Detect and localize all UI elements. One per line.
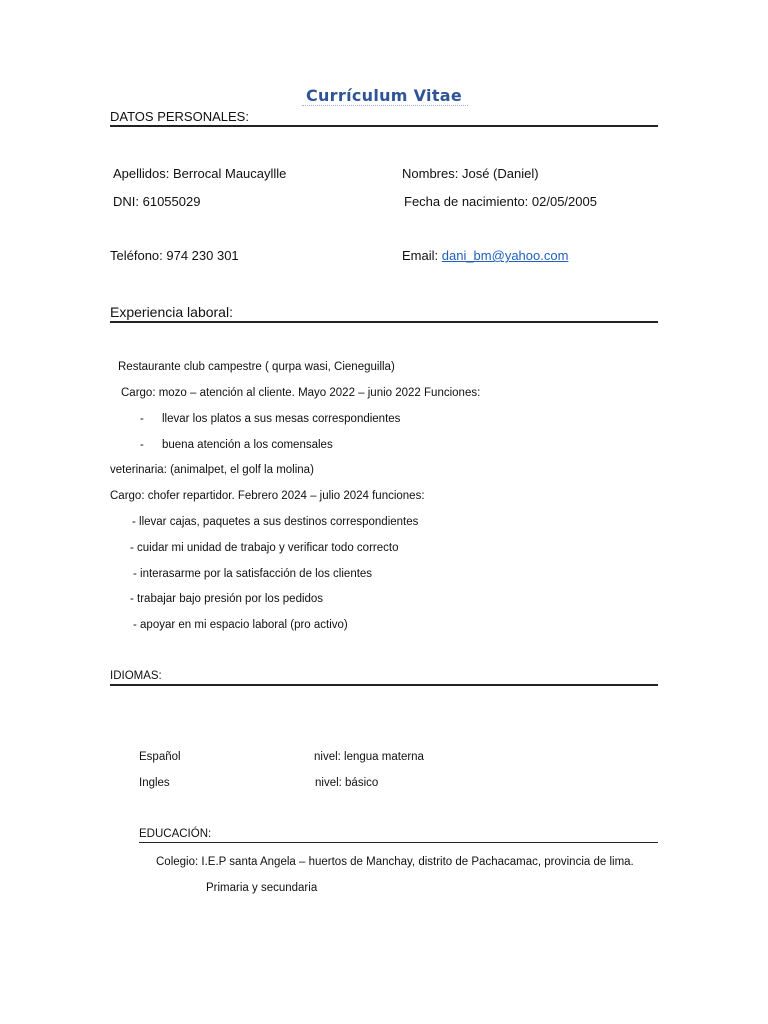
language-name: Ingles bbox=[139, 777, 170, 789]
section-rule bbox=[139, 842, 658, 843]
birthdate-field: Fecha de nacimiento: 02/05/2005 bbox=[404, 194, 597, 209]
section-heading-experiencia: Experiencia laboral: bbox=[110, 304, 233, 320]
section-heading-datos: DATOS PERSONALES: bbox=[110, 109, 249, 124]
job-position: Cargo: mozo – atención al cliente. Mayo 2022 – junio 2022 Funciones: bbox=[121, 387, 481, 399]
dni-field: DNI: 61055029 bbox=[113, 194, 201, 209]
title-underline bbox=[302, 105, 468, 106]
list-bullet: - bbox=[140, 439, 144, 451]
email-label: Email: bbox=[402, 248, 439, 263]
email-link[interactable]: dani_bm@yahoo.com bbox=[441, 248, 569, 263]
section-heading-educacion: EDUCACIÓN: bbox=[139, 828, 212, 840]
section-rule bbox=[110, 125, 658, 127]
language-level: nivel: lengua materna bbox=[314, 751, 424, 763]
email-field bbox=[402, 248, 568, 263]
language-level: nivel: básico bbox=[315, 777, 379, 789]
job-position: Cargo: chofer repartidor. Febrero 2024 – julio 2024 funciones: bbox=[110, 490, 425, 502]
list-item: - llevar cajas, paquetes a sus destinos correspondientes bbox=[132, 516, 419, 528]
section-rule bbox=[110, 321, 658, 323]
job-employer: veterinaria: (animalpet, el golf la molina) bbox=[110, 464, 314, 476]
list-item: - interasarme por la satisfacción de los clientes bbox=[133, 568, 373, 580]
apellidos-field: Apellidos: Berrocal Maucayllle bbox=[113, 166, 287, 181]
section-heading-idiomas: IDIOMAS: bbox=[110, 670, 162, 682]
phone-field: Teléfono: 974 230 301 bbox=[110, 248, 239, 263]
list-item: - apoyar en mi espacio laboral (pro activo) bbox=[133, 619, 348, 631]
school-level: Primaria y secundaria bbox=[206, 882, 318, 894]
nombres-field: Nombres: José (Daniel) bbox=[402, 166, 539, 181]
list-item: - cuidar mi unidad de trabajo y verificar todo correcto bbox=[130, 542, 399, 554]
section-rule bbox=[110, 684, 658, 686]
list-item: buena atención a los comensales bbox=[162, 439, 333, 451]
language-name: Español bbox=[139, 751, 181, 763]
document-title: Currículum Vitae bbox=[305, 86, 463, 105]
list-bullet: - bbox=[140, 413, 144, 425]
list-item: - trabajar bajo presión por los pedidos bbox=[130, 593, 324, 605]
list-item: llevar los platos a sus mesas correspondientes bbox=[162, 413, 401, 425]
school-info: Colegio: I.E.P santa Angela – huertos de Manchay, distrito de Pachacamac, provincia de lima. bbox=[156, 856, 634, 868]
job-employer: Restaurante club campestre ( qurpa wasi, Cieneguilla) bbox=[118, 361, 395, 373]
